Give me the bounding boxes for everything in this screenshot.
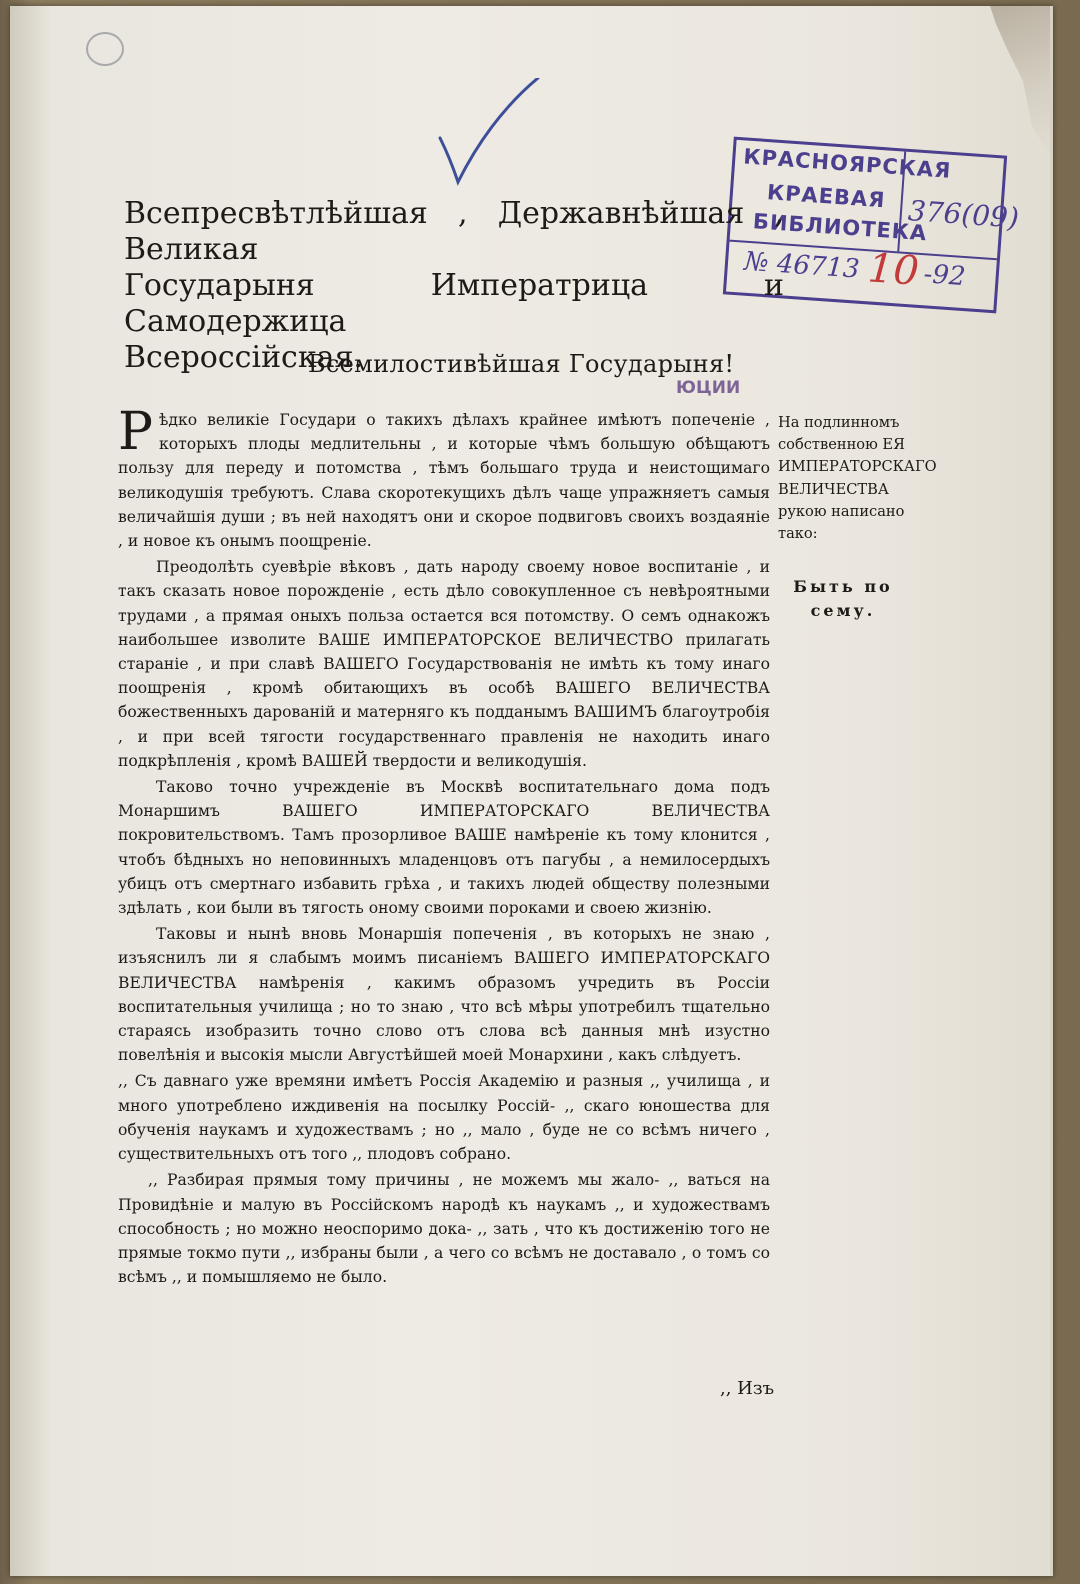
- document-title: [124, 196, 784, 376]
- title-line-1: Всепресвѣтлѣйшая , Державнѣйшая , Великая: [124, 196, 784, 267]
- paragraph-4: Таковы и нынѣ вновь Монаршія попеченія , въ которыхъ не знаю , изъяснилъ ли я слабымъ моимъ писаніемъ ВАШЕГО ИМПЕРАТОРСКАГО ВЕЛИЧЕСТВА намѣренія , какимъ образомъ учредить въ Россіи воспитательныя училища ; но то знаю , что всѣ мѣры употребилъ тщательно стараясь изобразить точно слово отъ слова всѣ данныя мнѣ изустно повелѣнія и высокія мысли Августѣйшей моей Монархини , какъ слѣдуетъ.: [118, 925, 770, 1065]
- paragraph-1: [118, 402, 770, 553]
- body-text: [118, 402, 770, 1291]
- torn-corner: [990, 6, 1050, 156]
- title-line-2: Государыня Императрица и Самодержица: [124, 268, 784, 339]
- paragraph-2: Преодолѣть суевѣріе вѣковъ , дать народу своему новое воспитаніе , и такъ сказать новое порожденіе , есть дѣло совокупленное съ невѣроятными трудами , а прямая оныхъ польза остается вся потомству. О семъ однакожъ наибольшее изволите ВАШЕ ИМПЕРАТОРСКОЕ ВЕЛИЧЕСТВО прилагать стараніе , и при славѣ ВАШЕГО Государствованія не имѣть къ тому инаго поощренія , кромѣ обитающихъ въ особѣ ВАШЕГО ВЕЛИЧЕСТВА божественныхъ дарованій и матерняго къ подданымъ ВАШИМЪ благоутробія , и при всей тягости государственнаго правленія не находить инаго подкрѣпленія , кромѣ ВАШЕЙ твердости и великодушія.: [118, 558, 770, 770]
- stamp-inventory-number: № 46713: [743, 246, 861, 285]
- drop-cap: Р: [118, 402, 153, 462]
- pencil-circle-mark: [86, 32, 124, 66]
- stamp-class-code: 376(09): [906, 194, 1020, 235]
- paragraph-3: Таково точно учрежденіе въ Москвѣ воспитательнаго дома подъ Монаршимъ ВАШЕГО ИМПЕРАТОРСКАГО ВЕЛИЧЕСТВА покровительствомъ. Тамъ прозорливое ВАШЕ намѣреніе къ тому клонится , чтобъ бѣдныхъ но неповинныхъ младенцовъ отъ пагубы , а немилосердыхъ убицъ отъ смертнаго избавить грѣха , и такихъ людей обществу полезными здѣлать , кои были въ тягость оному своими пороками и своею жизнію.: [118, 778, 770, 918]
- paragraph-1-text: ѣдко великіе Государи о такихъ дѣлахъ крайнее имѣютъ попеченіе , которыхъ плоды медлительны , и которые чѣмъ большую обѣщаютъ пользу для переду и потомства , тѣмъ большаго труда и неистощимаго великодушія требуютъ. Слава скоротекущихъ дѣлъ чаще упражняетъ самыя величайшія души ; въ ней находятъ они и скорое подвиговъ своихъ воздаяніе , и новое къ онымъ поощреніе.: [118, 411, 770, 551]
- checkmark-icon: [430, 78, 550, 188]
- margin-note-text: На подлинномъ собственною ЕЯ ИМПЕРАТОРСКАГО ВЕЛИЧЕСТВА рукою написано тако:: [778, 414, 937, 543]
- salutation: Всемилостивѣйшая Государыня!: [308, 350, 735, 378]
- stamp-suffix: -92: [922, 259, 967, 293]
- quote-2: ,, Разбирая прямыя тому причины , не можемъ мы жало- ,, ваться на Провидѣніе и малую въ Россійскомъ народѣ къ наукамъ ,, и художествамъ способность ; но можно неоспоримо дока- ,, зать , что къ достиженію того не прямые токмо пути ,, избраны были , а чего со всѣмъ не доставало , о томъ со всѣмъ ,, и помышляемо не было.: [118, 1171, 770, 1287]
- catchword: ,, Изъ: [720, 1378, 775, 1399]
- red-pencil-mark: 10: [866, 245, 921, 295]
- stamp-line-3: БИБЛИОТЕКА: [752, 209, 928, 246]
- title-line-3: Всероссійская.: [124, 340, 363, 375]
- quote-1: ,, Съ давнаго уже времяни имѣетъ Россія Академію и разныя ,, училища , и много употреблено иждивенія на посылку Россій- ,, скаго юношества для обученія наукамъ и художествамъ ; но ,, мало , буде не со всѣмъ ничего , существительныхъ отъ того ,, плодовъ собрано.: [118, 1072, 770, 1164]
- margin-resolution: Быть по сему.: [793, 577, 893, 621]
- stamp-line-2: КРАЕВАЯ: [766, 180, 887, 213]
- stamp-line-1: КРАСНОЯРСКАЯ: [742, 144, 953, 183]
- margin-note: [778, 412, 937, 623]
- bleed-through-stamp: ЮЦИИ: [676, 378, 741, 398]
